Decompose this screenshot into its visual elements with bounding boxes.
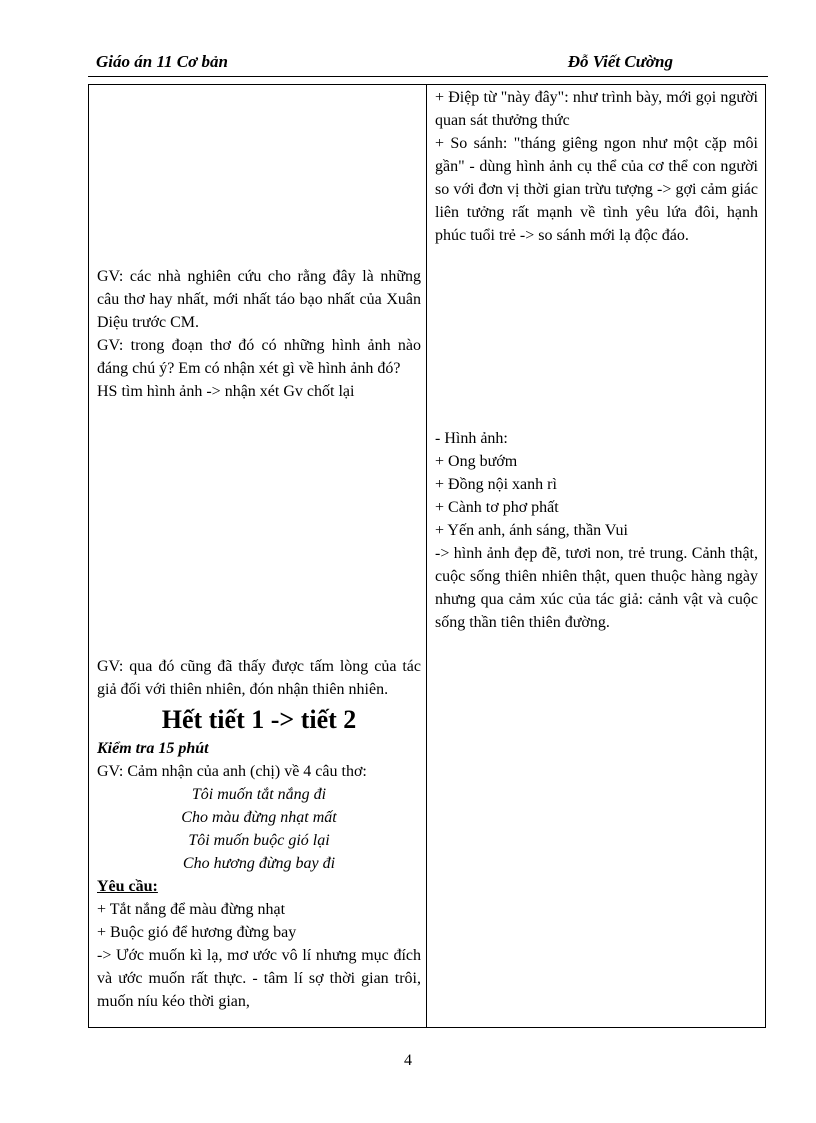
poem-line: Tôi muốn tắt nắng đi — [191, 786, 327, 803]
left-column-block-1 — [97, 265, 421, 403]
page-number: 4 — [404, 1052, 412, 1069]
left-paragraph: GV: các nhà nghiên cứu cho rằng đây là những câu thơ hay nhất, mới nhất táo bạo nhất của Xuân Diệu trước CM. — [97, 268, 421, 331]
test-question: GV: Cảm nhận của anh (chị) về 4 câu thơ: — [97, 763, 367, 780]
poem-line: Tôi muốn buộc gió lại — [188, 832, 330, 849]
requirement-item: + Tắt nắng để màu đừng nhạt — [97, 901, 286, 918]
left-paragraph: HS tìm hình ảnh -> nhận xét Gv chốt lại — [97, 383, 355, 400]
right-column-block-1 — [435, 86, 758, 247]
right-line: + Đồng nội xanh rì — [435, 476, 557, 493]
lesson-table — [88, 84, 766, 1028]
right-line: + Cành tơ phơ phất — [435, 499, 559, 516]
poem-line: Cho hương đừng bay đi — [182, 855, 336, 872]
right-paragraph: + Điệp từ "này đây": như trình bày, mới gọi người quan sát thưởng thức — [435, 89, 758, 129]
right-line: + Ong bướm — [435, 453, 518, 470]
poem-line: Cho màu đừng nhạt mất — [181, 809, 337, 826]
section-title: Hết tiết 1 -> tiết 2 — [161, 705, 357, 734]
header-course-title: Giáo án 11 Cơ bản — [96, 52, 228, 71]
right-paragraph: + So sánh: "tháng giêng ngon như một cặp môi gần" - dùng hình ảnh cụ thể của cơ thể con người so với đơn vị thời gian trừu tượng -> gợi cảm giác liên tưởng rất mạnh về tình yêu lứa đôi, hạnh phúc tuổi trẻ -> so sánh mới lạ độc đáo. — [435, 135, 758, 244]
requirements-label: Yêu cầu: — [97, 878, 158, 895]
right-line: - Hình ảnh: — [435, 430, 508, 447]
right-column-block-2 — [435, 427, 758, 634]
right-line: + Yến anh, ánh sáng, thần Vui — [435, 522, 628, 539]
header-author: Đỗ Viết Cường — [567, 52, 673, 71]
left-column-block-2 — [97, 655, 421, 1013]
header-rule — [88, 76, 768, 77]
left-paragraph: GV: trong đoạn thơ đó có những hình ảnh nào đáng chú ý? Em có nhận xét gì về hình ảnh đó? — [97, 337, 421, 377]
test-label: Kiểm tra 15 phút — [97, 740, 209, 757]
column-divider — [426, 85, 427, 1027]
requirement-item: + Buộc gió để hương đừng bay — [97, 924, 297, 941]
right-paragraph: -> hình ảnh đẹp đẽ, tươi non, trẻ trung. Cảnh thật, cuộc sống thiên nhiên thật, quen thuộc hàng ngày nhưng qua cảm xúc của tác giả: cảnh vật và cuộc sống thần tiên thiên đường. — [435, 545, 758, 631]
requirement-paragraph: -> Ước muốn kì lạ, mơ ước vô lí nhưng mục đích và ước muốn rất thực. - tâm lí sợ thời gian trôi, muốn níu kéo thời gian, — [97, 947, 421, 1010]
left-paragraph: GV: qua đó cũng đã thấy được tấm lòng của tác giả đối với thiên nhiên, đón nhận thiên nhiên. — [97, 658, 421, 698]
page-header — [88, 52, 768, 76]
